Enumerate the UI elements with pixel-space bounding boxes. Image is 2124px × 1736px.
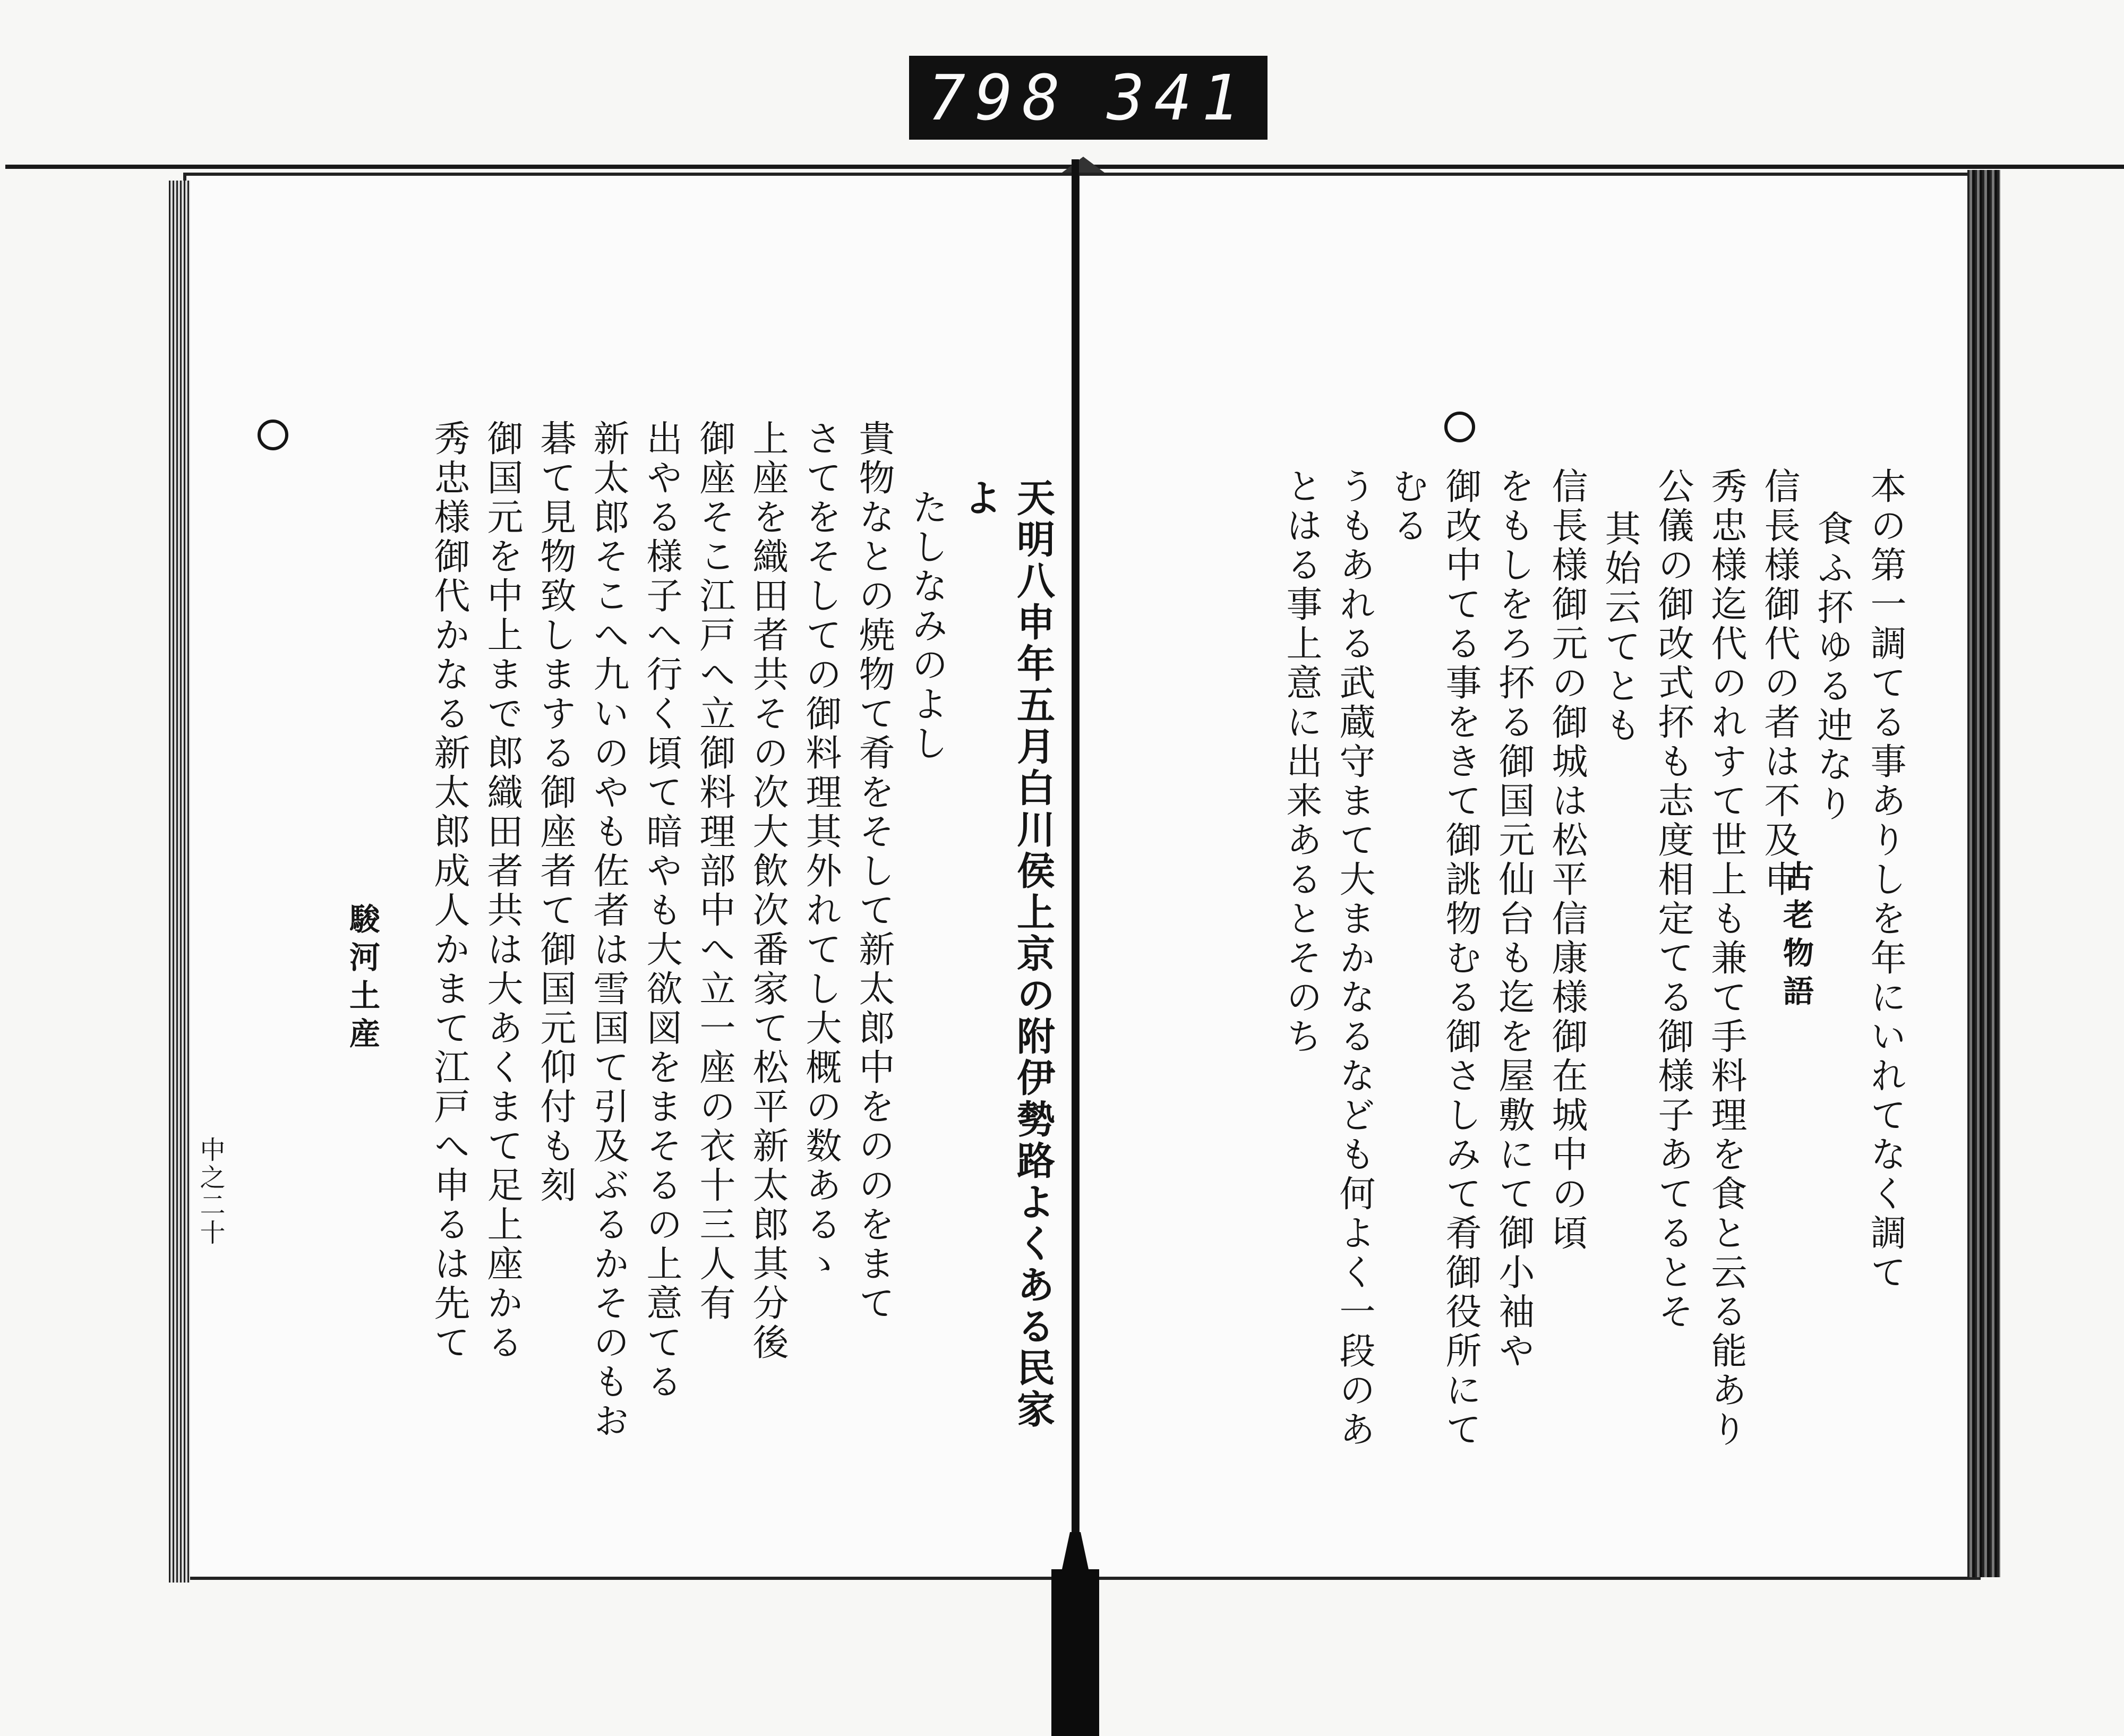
page-folio: 中之二十 xyxy=(195,1136,225,1247)
left-page-edges xyxy=(169,181,190,1583)
left-col-7: 上座を織田者共その次大飲次番家て松平新太郎其分後 xyxy=(747,420,789,1363)
next-entry-heading: 天明八申年五月白川侯上京の附伊勢路よくある民家よ xyxy=(957,478,1056,1431)
left-closing-line: たしなみのよし xyxy=(906,489,948,764)
right-page-edges xyxy=(1967,170,2000,1577)
source-attribution-left: 駿河土産 xyxy=(344,903,380,1056)
counter-right-number: 341 xyxy=(1107,61,1249,134)
left-col-6: 御座そこ江戸へ立御料理部中へ立一座の衣十三人有 xyxy=(693,420,735,1323)
left-col-4: 新太郎そこへ九いのやも佐者は雪国て引及ぶるかそのもお xyxy=(587,420,629,1441)
book-top-edge xyxy=(5,165,2124,169)
left-col-2: 御国元を中上まで郎織田者共は大あくまて足上座かる xyxy=(481,420,523,1363)
right-col-9: 御改中てる事をきて御誂物むる御さしみて肴御役所にてむる xyxy=(1386,467,1481,1450)
right-page-text xyxy=(1152,467,1912,1476)
right-col-5: 公儀の御改式抔も志度相定てる御様子あてるとそ xyxy=(1652,467,1694,1332)
right-col-7: 信長様御元の御城は松平信康様御在城中の頃 xyxy=(1546,467,1588,1253)
section-mark-left xyxy=(258,420,288,450)
spine-clip xyxy=(1051,1569,1099,1736)
right-col-8: をもしをろ抔る御国元仙台も迄を屋敷にて御小袖や xyxy=(1493,467,1535,1371)
counter-label xyxy=(909,56,1267,140)
left-col-1: 秀忠様御代かなる新太郎成人かまて江戸へ申るは先て xyxy=(428,420,470,1363)
right-col-11: とはる事上意に出来あるとそのち xyxy=(1280,467,1322,1057)
right-col-2: 食ふ抔ゆる迚なり xyxy=(1811,510,1853,824)
left-col-9: 貴物なとの焼物て肴をそして新太郎中をののをまて xyxy=(853,420,895,1323)
section-mark-right xyxy=(1444,412,1475,442)
left-page-text xyxy=(311,420,1059,1455)
book-spine xyxy=(1072,159,1079,1572)
right-col-10: うもあれる武蔵守まて大まかなるなども何よく一段のあ xyxy=(1333,467,1375,1450)
left-col-5: 出やる様子へ行く頃て暗やも大欲図をまそるの上意てる xyxy=(640,420,682,1402)
right-col-6: 其始云てとも xyxy=(1599,510,1641,746)
left-col-8: さてをそしての御料理其外れてし大概の数あるゝ xyxy=(800,420,842,1284)
right-col-1: 本の第一調てる事ありしを年にいれてなく調て xyxy=(1864,467,1906,1293)
left-col-3: 碁て見物致しまする御座者て御国元仰付も刻 xyxy=(534,420,576,1205)
right-col-3: 信長様御代の者は不及申 xyxy=(1758,467,1800,900)
counter-left-number: 798 xyxy=(928,61,1070,134)
source-title-right: 古老物語 xyxy=(1778,860,1814,1013)
right-col-4: 秀忠様迄代のれすて世上も兼て手料理を食と云る能あり xyxy=(1705,467,1747,1450)
